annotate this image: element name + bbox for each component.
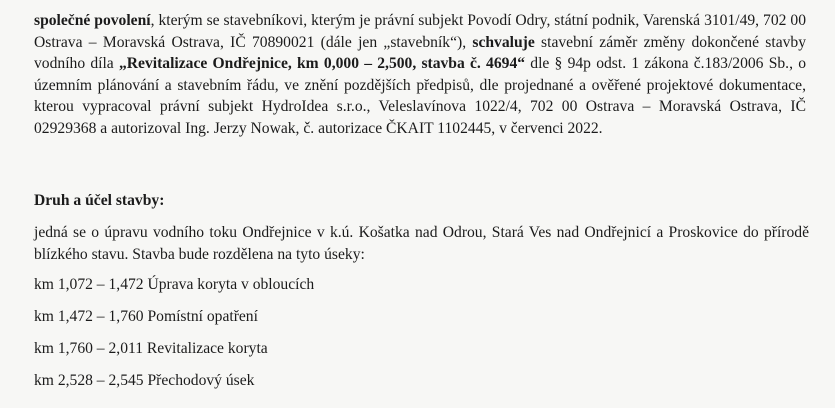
sections-list — [34, 269, 314, 397]
purpose-paragraph: jedná se o úpravu vodního toku Ondřejnice v k.ú. Košatka nad Odrou, Stará Ves nad Ondřejnicí a Proskovice do přírodě blízkého stavu. Stavba bude rozdělena na tyto úseky: — [34, 224, 809, 263]
list-item: km 2,528 – 2,545 Přechodový úsek — [34, 372, 255, 389]
permit-text: stavební záměr změny dokončené stavby vodního díla — [34, 33, 807, 72]
permit-text: , kterým se stavebníkovi, kterým je právní subjekt Povodí Odry, státní podnik, Varenská 3101/49, 702 00 Ostrava – Moravská Ostrava, IČ 70890021 (dále jen „stavebník“), — [34, 12, 806, 51]
list-item: km 1,072 – 1,472 Úprava koryta v obloucích — [34, 276, 315, 293]
approves-bold: schvaluje — [472, 33, 535, 51]
permit-text: dle § 94p odst. 1 zákona č.183/2006 Sb., o územním plánování a stavebním řádu, ve znění pozdějších předpisů, dle projednané a ověřené projektové dokumentace, kterou vypracoval právní subjekt HydroIdea s.r.o., Veleslavínova 1022/4, 702 00 Ostrava – Moravská Ostrava, IČ 02929368 a autorizoval Ing. Jerzy Nowak, č. autorizace ČKAIT 1102445, v červenci 2022. — [34, 55, 806, 137]
section-heading: Druh a účel stavby: — [34, 192, 165, 209]
permit-title-bold: společné povolení — [34, 12, 151, 29]
project-name-bold: „Revitalizace Ondřejnice, km 0,000 – 2,500, stavba č. 4694“ — [118, 55, 526, 72]
list-item: km 1,760 – 2,011 Revitalizace koryta — [34, 340, 268, 357]
list-item: km 1,472 – 1,760 Pomístní opatření — [34, 308, 258, 325]
permit-paragraph — [34, 10, 806, 139]
